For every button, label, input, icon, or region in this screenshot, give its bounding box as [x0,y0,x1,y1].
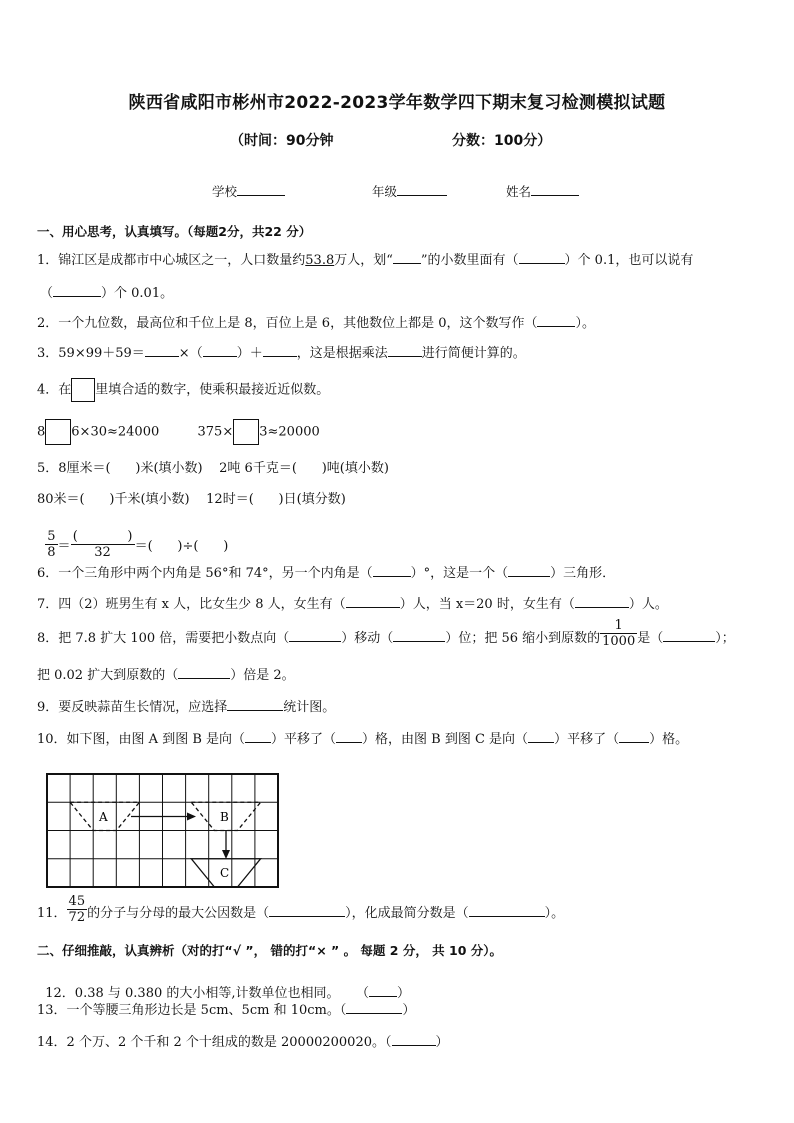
question-5-line-3: $\frac{5}{8}$ ＝ $\frac{( )}{32}$ ＝( )÷( ) [47,529,229,560]
grid-lines [47,774,278,887]
q4-box-sample [71,378,95,402]
question-13: 13．一个等腰三角形边长是 5cm、5cm 和 10cm。（ ） [37,1003,416,1018]
q14-blank[interactable] [392,1033,436,1046]
q10-blank-1[interactable] [245,730,271,743]
question-2: 2．一个九位数，最高位和千位上是 8，百位上是 6，其他数位上都是 0，这个数写作（ ）。 [37,316,595,331]
school-label: 学校 [212,184,238,199]
q8-blank-4[interactable] [178,666,230,679]
question-4-items: 8 6×30≈24000 375× 3≈20000 [37,419,320,445]
question-14: 14．2 个万、2 个千和 2 个十组成的数是 20000200020。（ ） [37,1035,449,1050]
question-1-cont: （ ）个 0.01。 [40,286,174,301]
label-a: A [99,810,108,824]
q3-blank-4[interactable] [388,344,422,357]
question-8-cont: 把 0.02 扩大到原数的（ ）倍是 2。 [37,668,295,683]
translation-grid-figure [46,773,280,889]
question-10: 10．如下图，由图 A 到图 B 是向（ ）平移了（ ）格，由图 B 到图 C 是向（ ）平移了（ ）格。 [37,732,689,747]
q11-blank-1[interactable] [269,904,345,917]
q7-blank-2[interactable] [575,595,629,608]
q1-blank-1[interactable] [519,251,565,264]
section-2-heading: 二、仔细推敲，认真辨析（对的打“√ ”， 错的打“× ” 。 每题 2 分， 共 10 分）。 [37,943,503,958]
q8-blank-3[interactable] [663,629,715,642]
label-c: C [220,866,230,880]
question-12: 12．0.38 与 0.380 的大小相等,计数单位也相同。 （ ） [45,986,411,1001]
arrow-b-to-c-head [222,850,230,859]
q6-blank-1[interactable] [373,564,411,577]
q8-blank-2[interactable] [393,629,445,642]
page-title: 陕西省咸阳市彬州市2022-2023学年数学四下期末复习检测模拟试题 [128,93,666,113]
q8-blank-1[interactable] [289,629,341,642]
label-b: B [220,810,229,824]
arrow-a-to-b-head [187,813,196,821]
q4-box-1[interactable] [45,419,71,445]
q10-blank-4[interactable] [619,730,649,743]
question-4: 4．在 里填合适的数字，使乘积最接近近似数。 [37,378,329,402]
exam-time: （时间：90分钟 [230,133,334,149]
name-field[interactable] [506,182,579,200]
q3-blank-2[interactable] [203,344,237,357]
section-1-heading: 一、用心思考，认真填写。（每题2分，共22 分） [37,224,312,239]
q4-box-2[interactable] [233,419,259,445]
exam-score: 分数：100分） [452,133,552,149]
question-5-line-2: 80米＝( )千米(填小数) 12时＝( )日(填分数) [37,492,346,507]
q3-blank-1[interactable] [145,344,179,357]
grade-field[interactable] [372,182,447,200]
q9-blank[interactable] [227,698,283,711]
question-1: 1．锦江区是成都市中心城区之一，人口数量约53.8万人，划“ ”的小数里面有（ ）个 0.1，也可以说有 [37,253,694,268]
q10-blank-3[interactable] [528,730,554,743]
question-3: 3．59×99＋59＝ ×（ ）＋ ，这是根据乘法 进行简便计算的。 [37,346,526,361]
question-5-line-1: 5．8厘米＝( )米(填小数) 2吨 6千克＝( )吨(填小数) [37,461,389,476]
name-label: 姓名 [506,184,532,199]
q13-blank[interactable] [346,1001,402,1014]
school-field[interactable] [212,182,285,200]
question-8: 8．把 7.8 扩大 100 倍，需要把小数点向（ ）移动（ ）位；把 56 缩小到原数的 $\frac{1}{1000}$ 是（ ）； [37,618,735,649]
question-7: 7．四（2）班男生有 x 人，比女生少 8 人，女生有（ ）人，当 x＝20 时，女生有（ ）人。 [37,597,668,612]
q1-blank-2[interactable] [53,284,101,297]
q6-blank-2[interactable] [508,564,550,577]
grade-label: 年级 [372,184,398,199]
q12-blank[interactable] [369,984,397,997]
question-6: 6．一个三角形中两个内角是 56°和 74°，另一个内角是（ ）°，这是一个（ ）三角形． [37,566,616,581]
q10-blank-2[interactable] [336,730,362,743]
question-9: 9．要反映蒜苗生长情况，应选择 统计图。 [37,700,336,715]
q7-blank-1[interactable] [346,595,400,608]
q3-blank-3[interactable] [263,344,297,357]
q2-blank[interactable] [537,314,575,327]
q11-blank-2[interactable] [469,904,545,917]
question-11: 11． $\frac{45}{72}$ 的分子与分母的最大公因数是（ ），化成最简分数是（ ）。 [37,894,565,925]
